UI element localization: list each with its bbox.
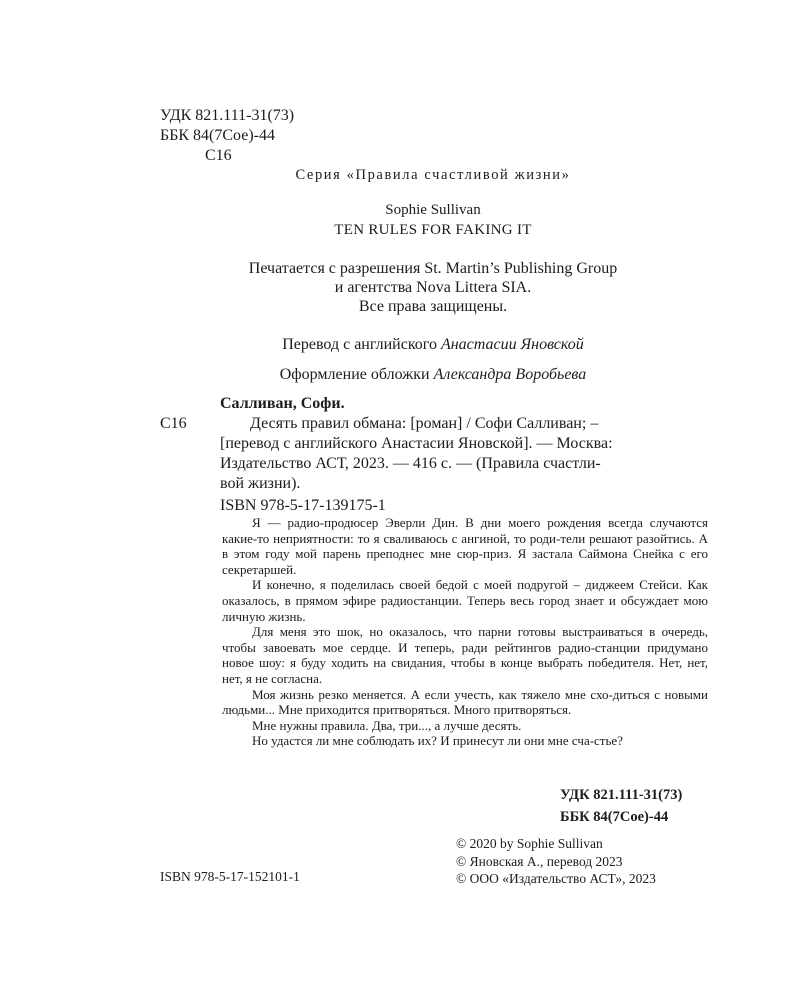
- designer-name: Александра Воробьева: [433, 366, 587, 383]
- rights-line-1: Печатается с разрешения St. Martin’s Publishing Group: [248, 260, 618, 277]
- udk-code: УДК 821.111-31(73): [160, 107, 295, 124]
- catalog-code: С16: [160, 415, 187, 432]
- annotation-paragraph: Но удастся ли мне соблюдать их? И принесут ли они мне сча-стье?: [252, 733, 623, 749]
- rights-notice: [0, 259, 800, 316]
- catalog-line-1: Десять правил обмана: [роман] / Софи Салливан; –: [250, 415, 599, 432]
- copyright-block: [456, 835, 656, 888]
- copyright-line-2: © Яновская А., перевод 2023: [456, 853, 623, 869]
- rights-line-2: и агентства Nova Littera SIA.: [334, 279, 532, 296]
- bbk-code: ББК 84(7Сое)-44: [160, 127, 275, 144]
- author-mark: С16: [205, 147, 232, 164]
- translator-name: Анастасии Яновской: [440, 336, 584, 353]
- series-title: Серия «Правила счастливой жизни»: [295, 167, 571, 183]
- catalog-line-2: [перевод с английского Анастасии Яновской]. — Москва:: [220, 435, 613, 452]
- catalog-author: Салливан, Софи.: [220, 395, 345, 412]
- annotation-paragraph: Моя жизнь резко меняется. А если учесть, как тяжело мне схо-диться с новыми людьми... Мне приходится притворяться. Много притворяться.: [222, 686, 708, 718]
- footer-udk: УДК 821.111-31(73): [560, 787, 683, 803]
- header-codes: [160, 106, 294, 166]
- annotation-paragraph: Я — радио-продюсер Эверли Дин. В дни моего рождения всегда случаются какие-то неприятности: то я сваливаюсь с ангиной, то роди-тели решают разойтись. А в этом году мой парень преподнес мне сюр-приз. Я застала Саймона Снейка с его секретаршей.: [222, 515, 708, 577]
- catalog-description: [160, 414, 708, 494]
- original-author: Sophie Sullivan: [385, 202, 481, 218]
- copyright-line-1: © 2020 by Sophie Sullivan: [456, 836, 603, 851]
- credits: [0, 330, 800, 390]
- annotation: [222, 515, 708, 749]
- original-title: TEN RULES FOR FAKING IT: [334, 222, 532, 238]
- edition-isbn: ISBN 978-5-17-152101-1: [160, 869, 300, 884]
- rights-line-3: Все права защищены.: [358, 298, 508, 315]
- annotation-paragraph: Мне нужны правила. Два, три..., а лучше десять.: [252, 717, 522, 733]
- footer-bbk: ББК 84(7Сое)-44: [560, 809, 669, 825]
- catalog-isbn: ISBN 978-5-17-139175-1: [220, 497, 386, 514]
- translation-credit: [0, 330, 800, 360]
- cover-credit: [0, 360, 800, 390]
- catalog-entry: [160, 394, 708, 516]
- catalog-line-3: Издательство АСТ, 2023. — 416 с. — (Правила счастли-: [220, 455, 601, 472]
- footer-codes: [560, 784, 682, 828]
- original-edition: [0, 200, 800, 240]
- cover-label: Оформление обложки: [279, 366, 430, 383]
- catalog-line-4: вой жизни).: [220, 475, 301, 492]
- annotation-paragraph: Для меня это шок, но оказалось, что парни готовы выстраиваться в очередь, чтобы завоевать мое сердце. И теперь, ради рейтингов радио-станции придумано новое шоу: я буду ходить на свидания, чтобы в конце выбрать победителя. Нет, нет, нет, я не согласна.: [222, 624, 708, 686]
- copyright-line-3: © ООО «Издательство АСТ», 2023: [456, 871, 656, 886]
- annotation-paragraph: И конечно, я поделилась своей бедой с моей подругой – диджеем Стейси. Как оказалось, в прямом эфире радиостанции. Теперь весь город знает и обсуждает мою личную жизнь.: [222, 577, 708, 624]
- translation-label: Перевод с английского: [282, 336, 437, 353]
